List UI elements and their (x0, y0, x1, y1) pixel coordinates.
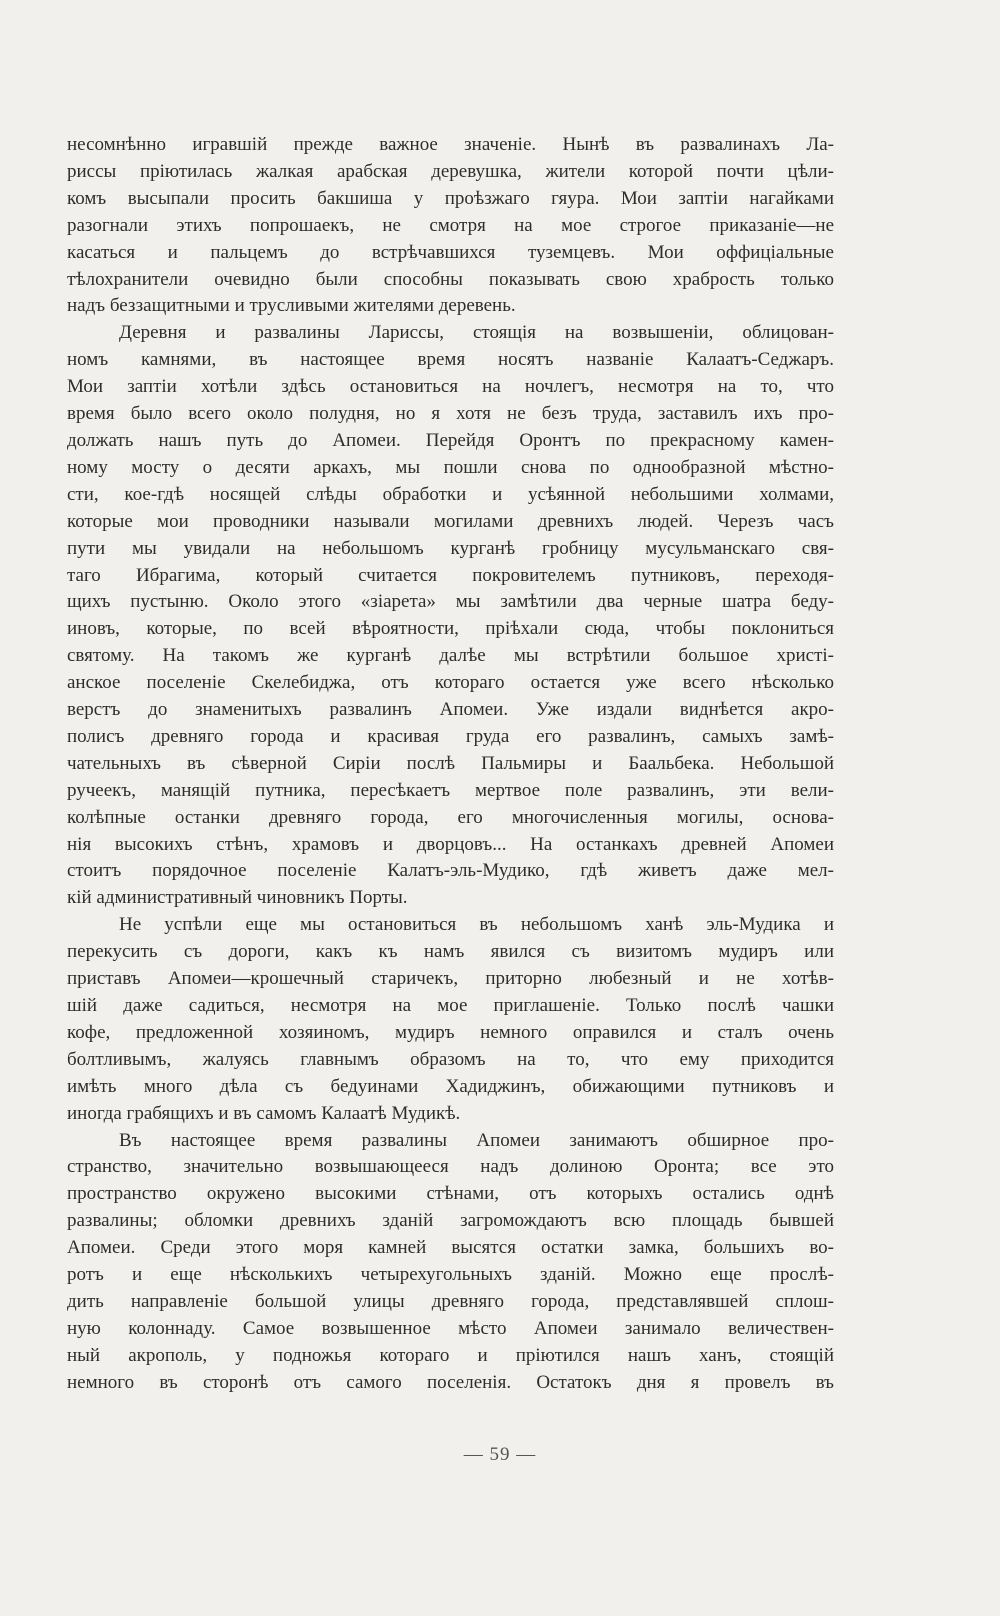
text-line: странство, значительно возвышающееся надъ долиною Оронта; все это (67, 1156, 834, 1178)
paragraph (67, 320, 834, 912)
paragraph (67, 1128, 834, 1397)
text-line: комъ высыпали просить бакшиша у проѣзжаго гяура. Мои заптіи нагайками (67, 187, 834, 209)
text-line: пространство окружено высокими стѣнами, отъ которыхъ остались однѣ (67, 1183, 834, 1205)
text-line: иновъ, которые, по всей вѣроятности, пріѣхали сюда, чтобы поклониться (67, 618, 834, 640)
text-line: развалины; обломки древнихъ зданій загромождаютъ всю площадь бывшей (67, 1210, 834, 1232)
text-line: стоитъ порядочное поселеніе Калатъ-эль-Мудико, гдѣ живетъ даже мел- (67, 860, 834, 882)
text-line: которые мои проводники называли могилами древнихъ людей. Черезъ часъ (67, 510, 834, 532)
text-line: Не успѣли еще мы остановиться въ небольшомъ ханѣ эль-Мудика и (119, 914, 834, 936)
text-line: верстъ до знаменитыхъ развалинъ Апомеи. Уже издали виднѣется акро- (67, 699, 834, 721)
text-line: касаться и пальцемъ до встрѣчавшихся туземцевъ. Мои оффиціальные (67, 241, 834, 263)
text-line: ротъ и еще нѣсколькихъ четырехугольныхъ зданій. Можно еще прослѣ- (67, 1264, 834, 1286)
paragraph (67, 132, 834, 320)
paragraph (67, 912, 834, 1127)
text-line: Апомеи. Среди этого моря камней высятся остатки замка, большихъ во- (67, 1237, 834, 1259)
text-line: анское поселеніе Скелебиджа, отъ котораго остается уже всего нѣсколько (67, 672, 834, 694)
text-line: немного въ сторонѣ отъ самого поселенія. Остатокъ дня я провелъ въ (67, 1371, 834, 1393)
text-line: шій даже садиться, несмотря на мое приглашеніе. Только послѣ чашки (67, 995, 834, 1016)
text-line: колѣпные останки древняго города, его многочисленныя могилы, основа- (67, 806, 834, 828)
text-line: должать нашъ путь до Апомеи. Перейдя Оронтъ по прекрасному камен- (67, 429, 834, 451)
text-line: перекусить съ дороги, какъ къ намъ явился съ визитомъ мудиръ или (67, 941, 834, 963)
text-line: Мои заптіи хотѣли здѣсь остановиться на ночлегъ, несмотря на то, что (67, 376, 834, 398)
text-line: приставъ Апомеи—крошечный старичекъ, приторно любезный и не хотѣв- (67, 968, 834, 990)
text-line: несомнѣнно игравшій прежде важное значеніе. Нынѣ въ развалинахъ Ла- (67, 134, 834, 155)
text-line: риссы пріютилась жалкая арабская деревушка, жители которой почти цѣли- (67, 160, 834, 182)
text-line: имѣть много дѣла съ бедуинами Хадиджинъ, обижающими путниковъ и (67, 1075, 834, 1097)
text-line: чательныхъ въ сѣверной Сиріи послѣ Пальмиры и Баальбека. Небольшой (67, 752, 834, 774)
text-line: ный акрополь, у подножья котораго и пріютился нашъ ханъ, стоящій (67, 1344, 834, 1366)
text-line: Деревня и развалины Ларисcы, стоящія на возвышеніи, облицован- (119, 322, 834, 344)
text-line: ручеекъ, манящій путника, пересѣкаетъ мертвое поле развалинъ, эти вели- (67, 779, 834, 801)
text-line: Въ настоящее время развалины Апомеи занимаютъ обширное про- (119, 1129, 834, 1151)
text-line: болтливымъ, жалуясь главнымъ образомъ на то, что ему приходится (67, 1048, 834, 1070)
text-line: время было всего около полудня, но я хотя не безъ труда, заставилъ ихъ про- (67, 403, 834, 425)
text-line: иногда грабящихъ и въ самомъ Калаатѣ Мудикѣ. (67, 1102, 461, 1124)
text-line: пути мы увидали на небольшомъ курганѣ гробницу мусульманскаго свя- (67, 537, 834, 559)
text-line: таго Ибрагима, который считается покровителемъ путниковъ, переходя- (67, 564, 834, 586)
text-line: разогнали этихъ попрошаекъ, не смотря на мое строгое приказаніе—не (67, 214, 834, 236)
text-line: тѣлохранители очевидно были способны показывать свою храбрость только (67, 268, 834, 290)
text-line: ному мосту о десяти аркахъ, мы пошли снова по однообразной мѣстно- (67, 456, 834, 478)
text-line: номъ камнями, въ настоящее время носятъ названіе Калаатъ-Седжаръ. (67, 349, 834, 371)
text-line: надъ беззащитными и трусливыми жителями деревень. (67, 295, 516, 317)
text-line: дить направленіе большой улицы древняго города, представлявшей сплош- (67, 1290, 834, 1312)
text-line: кофе, предложенной хозяиномъ, мудиръ немного оправился и сталъ очень (67, 1021, 834, 1043)
text-line: святому. На такомъ же курганѣ далѣе мы встрѣтили большое христі- (67, 645, 834, 667)
body-text (67, 132, 834, 1397)
text-line: ную колоннаду. Самое возвышенное мѣсто Апомеи занимало величествен- (67, 1317, 834, 1339)
text-line: нія высокихъ стѣнъ, храмовъ и дворцовъ... На останкахъ древней Апомеи (67, 833, 834, 855)
text-line: полисъ древняго города и красивая груда его развалинъ, самыхъ замѣ- (67, 725, 834, 747)
text-line: кій административный чиновникъ Порты. (67, 887, 408, 909)
text-line: щихъ пустыню. Около этого «зіарета» мы замѣтили два черные шатра беду- (67, 591, 834, 613)
text-line: сти, кое-гдѣ носящей слѣды обработки и усѣянной небольшими холмами, (67, 483, 834, 505)
page-number: — 59 — (463, 1444, 537, 1465)
